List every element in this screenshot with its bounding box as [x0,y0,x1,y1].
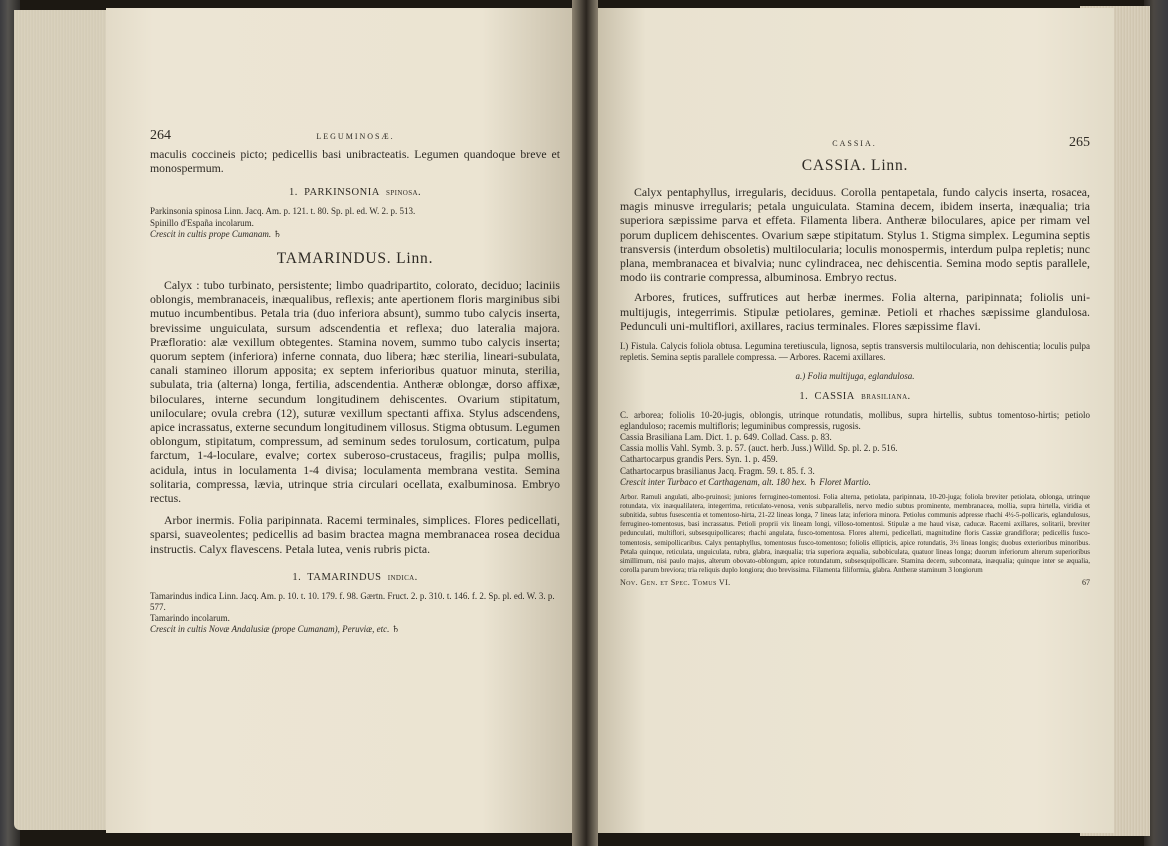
right-page-number: 265 [1068,135,1090,150]
tamarindus-ref-3: Crescit in cultis Novæ Andalusiæ (prope Cumanam), Peruviæ, etc. ♄ [150,624,400,635]
tamarindus-genus-heading: TAMARINDUS. Linn. [276,250,434,268]
tamarindus-ref-1: Tamarindus indica Linn. Jacq. Am. p. 10. t. 10. 179. f. 98. Gærtn. Fruct. 2. p. 310. t. 146. f. 2. Sp. pl. ed. W. 3. p. 577. [150,590,555,613]
parkinsonia-ref-3: Crescit in cultis prope Cumanam. ♄ [150,228,282,239]
right-running-head [620,135,1090,151]
parkinsonia-heading-num: 1. [288,187,298,199]
signature-right: 67 [1082,577,1090,587]
cassia-fistula-section: I.) Fistula. Calycis foliola obtusa. Legumina teretiuscula, lignosa, septis transversis multilocularia, non dehiscentia; loculis pulpa repletis. Semina septis parallele compressa. — Arbores. Racemi axillares. [620,341,1090,363]
cassia-species-num: 1. [799,390,809,402]
cassia-ref-5: Crescit inter Turbaco et Carthagenam, alt. 180 hex. ♄ Floret Martio. [620,476,871,487]
page-signature [620,578,1090,587]
cassia-description: Calyx pentaphyllus, irregularis, deciduus. Corolla pentapetala, fundo calycis inserta, rosacea, magis minusve irregularis; petala unguiculata. Stamina decem, ibidem inserta, inæqualia; tria superiora sæpissime parva et effeta. Filamenta libera. Antheræ biloculares, apice per rimam vel porum duplicem dehiscentes. Ovarium sæpe stipitatum. Stylus 1. Stigma simplex. Legumina septis transversis (interdum obsoletis) multilocularia; loculis monospermis, interdum pulpa repletis; nunc plana, membranacea et bivalvia; nunc cylindracea, nec dehiscentia. Semina modo septis parallele, modo iis contrarie compressa, albuminosa. Embryo rectus. [620,185,1090,285]
cassia-long-description: Arbor. Ramuli angulati, albo-pruinosi; juniores ferrugineo-tomentosi. Folia alterna, petiolata, paripinnata, 10-20-juga; foliola breviter petiolata, oblonga, utrinque rotundata, vix inæqualilatera, integerrima, reticulato-venosa, venis subparallelis, nervo medio subtus prominente, membranacea, mollia, supra hirtella, viridia et subnitida, subtus fusescentia et tomentoso-hirta, 21-22 lineas longa, 7 lineas lata; inferiora minora. Petiolus communis adpresse rhachi 4½-5-pollicaris, eglandulosus, ferrugineo-tomentosus, basi incrassatus. Petioli proprii vix lineam longi, villoso-tomentosi. Stipulæ a me haud visæ, caducæ. Racemi axillares, solitarii, breviter pedunculati, multiflori, subsesquipollicares; rhachi angulata, fusco-tomentosa. Flores alterni, pedicellati, magnitudine floris Cassiæ grandifloræ; pedicellis fusco-tomentosis, semipollicaribus. Calyx pentaphyllus, tomentosus fusco-tomentoso; foliolis ellipticis, apice rotundatis, 3½ lineas longis; duobus exterioribus minoribus. Petala quinque, reticulata, unguiculata, rubra, glabra, inæqualia; tria superiora æqualia, subobiculata, quatuor lineas longa; duorum inferiorum alterum superioribus simillimum, nisi paulo majus, alterum obovato-oblongum, apice rotundatum, subsesquipollicare. Stamina decem, subconnata, inæqualia; quinque inter se æqualia, corolla parum breviora; tria reliquis duplo longiora; duo brevissima. Filamenta filiformia, glabra. Antheræ staminum 3 longiorum [620,493,1090,574]
tamarindus-heading-name: TAMARINDUS [307,571,382,583]
parkinsonia-heading-epithet: spinosa. [386,187,422,199]
left-running-title: LEGUMINOSÆ. [316,132,395,141]
cassia-species-epithet: brasiliana. [861,390,911,402]
cassia-species-name: CASSIA [814,390,855,402]
tamarindus-species-heading [150,572,560,583]
cassia-genus-heading: CASSIA. Linn. [801,157,909,174]
cassia-subsection-a: a.) Folia multijuga, eglandulosa. [795,371,915,382]
tamarindus-heading-num: 1. [292,571,302,583]
cassia-ref-3: Cathartocarpus grandis Pers. Syn. 1. p. 459. [620,454,778,465]
cassia-ref-1: Cassia Brasiliana Lam. Dict. 1. p. 649. Collad. Cass. p. 83. [620,432,832,443]
parkinsonia-ref-2: Spinillo d'España incolarum. [150,217,254,228]
tamarindus-description: Calyx : tubo turbinato, persistente; limbo quadripartito, colorato, deciduo; laciniis oblongis, membranaceis, inæqualibus, reflexis; ante apertionem floris marginibus sibi mutuo incumbentibus. Petala tria (duo inferiora absunt), summo tubo calycis inserta, brevissime unguiculata, sursum adscendentia et reflexa; duo lateralia majora. Præfloratio: alæ vexillum obtegentes. Stamina novem, summo tubo calycis inserta; quorum septem (inferiora) inferne connata, duo libera; hæc sterilia, lineari-subulata, canali stamineo illorum apposita; ex septem inferioribus quatuor minuta, sterilia, subulata, tria (alterna) longa, fertilia, adscendentia. Antheræ oblongæ, dorso affixæ, biloculares, interne secundum longitudinem dehiscentes. Ovarium stipitatum, uniloculare; ovula crebra (12), suturæ vexillum spectanti affixa. Stylus adscendens, apice incrassatus, externe secundum longitudinem villosus. Stigma obtusum. Legumen oblongum, stipitatum, compressum, ad seminum sedes torulosum, corticatum, pulpa farctum, 1-4-loculare, evalve; cortex suberoso-crustaceus, fragilis; pulpa mollis, acidula, intus in loculamenta 1-4 divisa; loculamenta membrana vestita. Semina solitaria, compressa, lævia, utrinque stria circulari ocellata, exalbuminosa. Embryo rectus. [150,278,560,506]
cassia-ref-4: Cathartocarpus brasilianus Jacq. Fragm. 59. t. 85. f. 3. [620,465,815,476]
parkinsonia-ref-1: Parkinsonia spinosa Linn. Jacq. Am. p. 121. t. 80. Sp. pl. ed. W. 2. p. 513. [150,206,416,217]
left-page-text [150,128,560,636]
parkinsonia-heading-name: PARKINSONIA [304,187,380,199]
left-intro-paragraph: maculis coccineis picto; pedicellis basi unibracteatis. Legumen quandoque breve et monospermum. [150,147,560,176]
cassia-ref-2: Cassia mollis Vahl. Symb. 3. p. 57. (auct. herb. Juss.) Willd. Sp. pl. 2. p. 516. [620,443,898,454]
cassia-habit: Arbores, frutices, suffrutices aut herbæ inermes. Folia alterna, paripinnata; foliolis uni-multijugis, integerrimis. Stipulæ petiolares, geminæ. Petioli et rhaches sæpissime glandulosa. Pedunculi uni-multiflori, axillares, racius terminales. Flores sæpissime flavi. [620,290,1090,333]
cassia-species-heading [620,391,1090,402]
parkinsonia-heading [150,187,560,198]
signature-left: Nov. Gen. et Spec. Tomus VI. [620,577,731,587]
left-page-stack [14,10,110,830]
left-page-number: 264 [150,128,171,143]
left-running-head [150,128,560,144]
tamarindus-heading-epithet: indica. [387,571,418,583]
book-gutter [572,0,598,846]
tamarindus-habit: Arbor inermis. Folia paripinnata. Racemi terminales, simplices. Flores pedicellati, sparsi, suaveolentes; pedicellis ad basim bractea magna membranacea rosea decidua instructis. Calyx flavescens. Petala lutea, venis rubris picta. [150,513,560,556]
right-running-title: CASSIA. [832,139,877,148]
right-page-text [620,135,1090,587]
cassia-species-diagnosis: C. arborea; foliolis 10-20-jugis, oblongis, utrinque rotundatis, mollibus, supra hirtellis, subtus tomentoso-hirtis; petiolo eglanduloso; racemis multifloris; leguminibus compressis, rugosis. [620,409,1090,431]
tamarindus-ref-2: Tamarindo incolarum. [150,613,230,624]
